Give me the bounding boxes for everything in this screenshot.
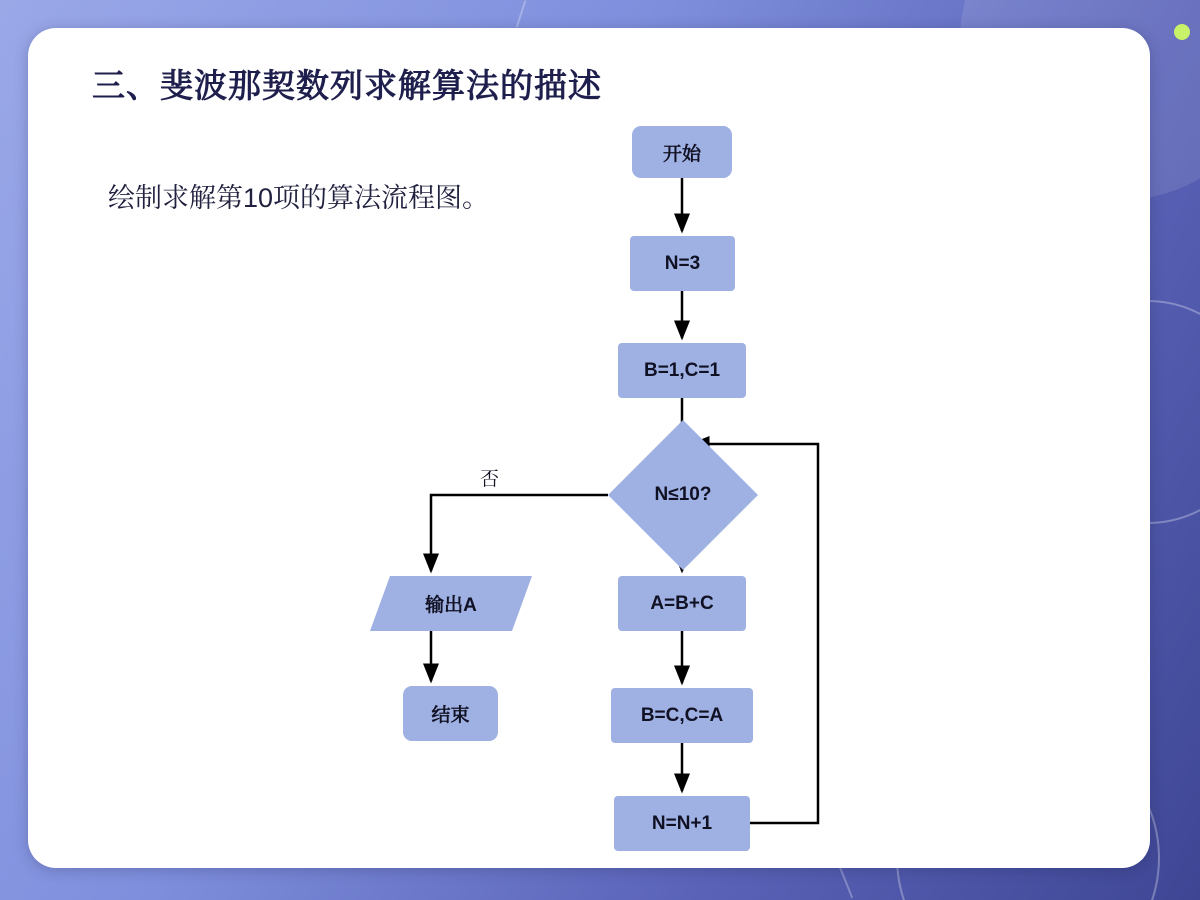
flow-node-end-label: 结束 (431, 705, 470, 726)
flowchart (28, 28, 1150, 868)
flow-node-bcca-label: B=C,C=A (640, 704, 724, 726)
flow-node-n3[interactable] (630, 236, 735, 291)
flow-node-start-label: 开始 (662, 143, 701, 165)
flow-node-bc1[interactable] (618, 343, 746, 398)
flow-node-abc-label: A=B+C (650, 592, 714, 614)
flow-node-abc[interactable] (618, 576, 746, 631)
flow-node-increment[interactable] (614, 796, 750, 851)
flow-node-start[interactable] (632, 126, 732, 178)
subtitle-text: 绘制求解第10项的算法流程图。 (108, 183, 490, 213)
branch-label-no: 否 (480, 469, 500, 490)
flow-node-output[interactable] (380, 576, 522, 631)
flow-node-increment-label: N=N+1 (651, 812, 713, 834)
flow-node-bc1-label: B=1,C=1 (643, 359, 721, 381)
flow-node-bcca[interactable] (611, 688, 753, 743)
flow-node-n3-label: N=3 (664, 252, 701, 274)
flow-node-condition-label: N≤10? (654, 484, 712, 505)
flow-node-end[interactable] (403, 686, 498, 741)
decorative-line-top (516, 0, 527, 27)
page-title: 三、斐波那契数列求解算法的描述 (92, 67, 602, 104)
flowchart-connectors (28, 28, 1150, 868)
content-card (28, 28, 1150, 868)
decorative-dot-right (1174, 24, 1190, 40)
flow-node-output-label: 输出A (425, 595, 477, 616)
flow-node-condition[interactable] (608, 456, 758, 534)
